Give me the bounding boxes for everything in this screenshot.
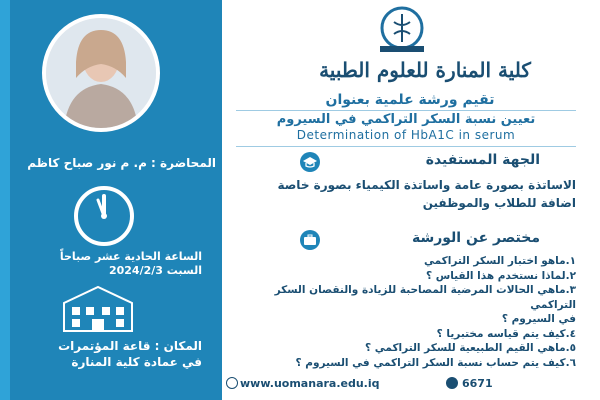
website-link[interactable]: www.uomanara.edu.iq — [240, 377, 380, 390]
divider — [236, 110, 576, 111]
time-line: الساعة الحادية عشر صباحاً — [59, 250, 202, 263]
speaker-photo — [42, 14, 160, 132]
list-item: ٤.كيف يتم قياسه مختبريا ؟ — [436, 327, 576, 340]
person-silhouette-icon — [46, 18, 156, 128]
audience-heading: الجهة المستفيدة — [425, 152, 540, 168]
place-line: المكان : قاعة المؤتمرات — [58, 339, 202, 353]
college-name: كلية المنارة للعلوم الطبية — [319, 58, 531, 82]
phone-number[interactable]: 6671 — [462, 377, 493, 390]
summary-header — [300, 230, 540, 252]
workshop-title-ar: تعيين نسبة السكر التراكمي في السيروم — [276, 112, 536, 127]
audience-line: اضافة للطلاب والموظفين — [422, 196, 576, 210]
summary-list — [236, 254, 576, 370]
college-logo-icon — [372, 6, 432, 56]
workshop-title-en: Determination of HbA1C in serum — [296, 128, 516, 142]
list-item: ٣.ماهي الحالات المرضية المصاحبة للزيادة والنقصان السكر التراكمي — [274, 284, 576, 311]
divider — [236, 146, 576, 147]
audience-text — [236, 176, 576, 212]
date-line: السبت 2024/2/3 — [108, 264, 202, 277]
phone-icon — [446, 377, 458, 389]
clock-icon — [72, 184, 136, 248]
footer — [226, 371, 600, 400]
list-item: في السيروم ؟ — [501, 313, 576, 325]
left-panel — [0, 0, 222, 400]
graduation-cap-icon — [300, 152, 320, 172]
list-item: ٥.ماهي القيم الطبيعية للسكر التراكمي ؟ — [365, 342, 576, 354]
place-info — [18, 338, 202, 370]
briefcase-icon — [300, 230, 320, 250]
place-line-2: في عمادة كلية المنارة — [71, 355, 202, 369]
workshop-intro: تقيم ورشة علمية بعنوان — [325, 92, 495, 108]
summary-heading: مختصر عن الورشة — [411, 230, 540, 246]
list-item: ٦.كيف يتم حساب نسبة السكر التراكمي في السيروم ؟ — [295, 356, 576, 369]
audience-line: الاساتذة بصورة عامة واساتذة الكيمياء بصورة خاصة — [277, 178, 576, 192]
list-item: ١.ماهو اختبار السكر التراكمي — [423, 255, 576, 267]
panel-stripe — [0, 0, 10, 400]
globe-icon — [226, 377, 238, 389]
speaker-label: المحاضرة : م. م نور صباح كاظم — [27, 156, 216, 170]
building-icon — [60, 283, 136, 333]
audience-header — [300, 152, 540, 174]
time-info — [18, 250, 202, 278]
list-item: ٢.لماذا نستخدم هذا القياس ؟ — [425, 269, 576, 282]
